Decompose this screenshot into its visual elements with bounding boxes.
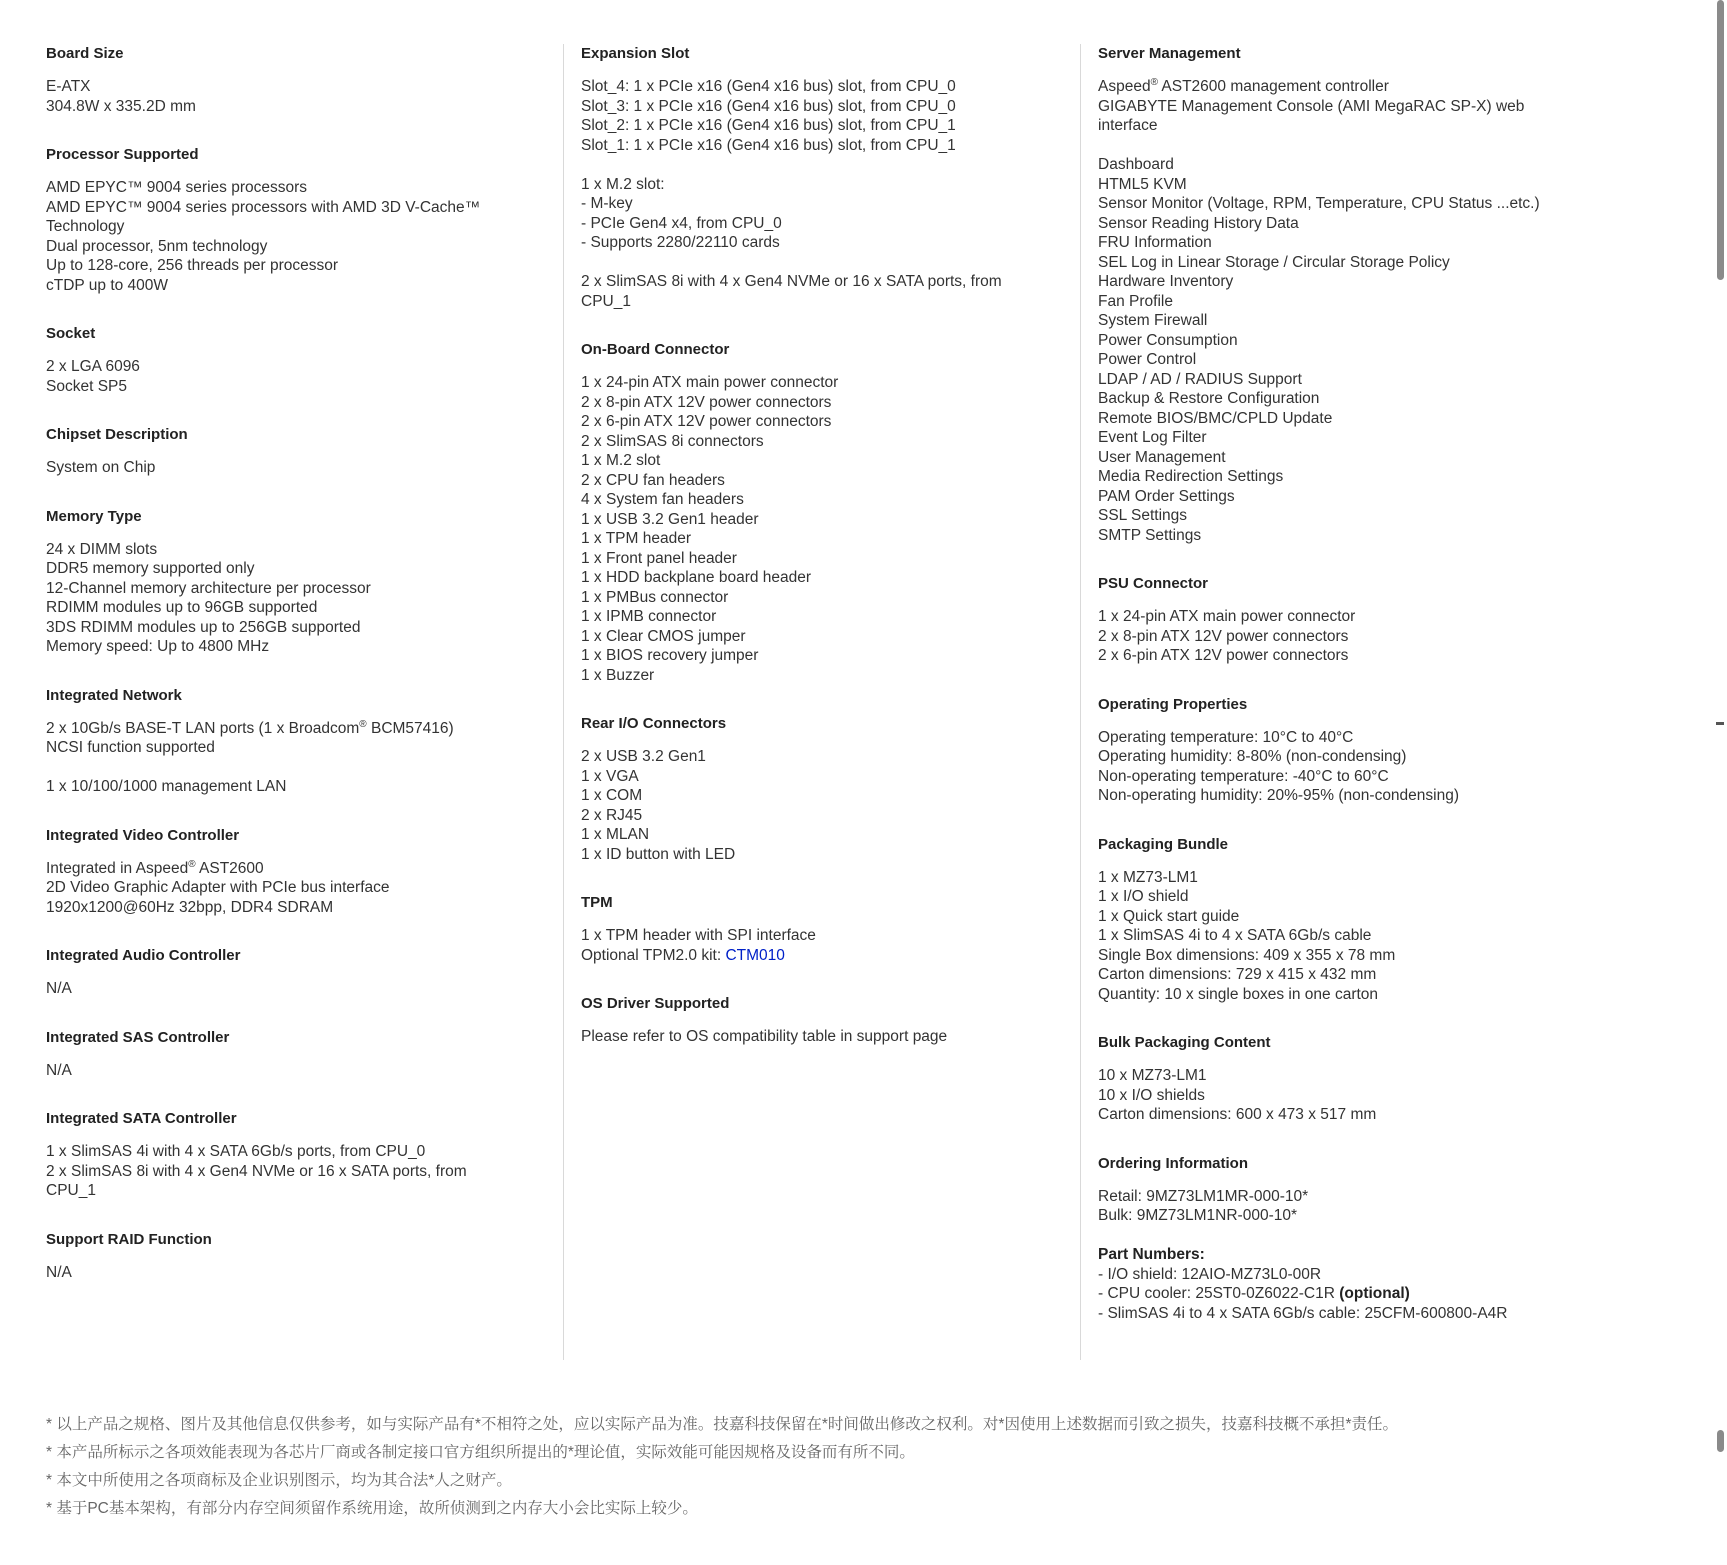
spec-line	[46, 859, 506, 879]
spec-line: N/A	[46, 1061, 72, 1079]
spec-line: Non-operating temperature: -40°C to 60°C	[1098, 767, 1389, 785]
spec-column-2	[563, 44, 1051, 1360]
spec-line: Technology	[46, 218, 125, 235]
spec-line: Carton dimensions: 729 x 415 x 432 mm	[1098, 966, 1377, 983]
spec-line: SSL Settings	[1098, 507, 1188, 524]
spec-raid-function	[46, 1230, 506, 1283]
spec-text: AST2600	[195, 859, 264, 877]
spec-line: 1 x Clear CMOS jumper	[581, 627, 746, 645]
spec-line: NCSI function supported	[46, 739, 215, 756]
spec-processor-supported	[46, 145, 506, 295]
spec-line: Please refer to OS compatibility table in support page	[581, 1028, 948, 1045]
spec-line: 1 x SlimSAS 4i to 4 x SATA 6Gb/s cable	[1098, 927, 1372, 944]
spec-line: 1 x MLAN	[581, 826, 650, 843]
spec-line: N/A	[46, 1263, 72, 1281]
spec-line: 2 x RJ45	[581, 806, 643, 824]
spec-line: 2 x SlimSAS 8i connectors	[581, 432, 764, 450]
disclaimer-note: * 基于PC基本架构，有部分内存空间须留作系统用途，故所侦测到之内存大小会比实际上较少。	[46, 1500, 698, 1517]
spec-line: 2 x 6-pin ATX 12V power connectors	[1098, 647, 1349, 664]
spec-spacer	[581, 155, 1051, 175]
spec-bulk-packaging	[1098, 1033, 1598, 1125]
spec-line: N/A	[46, 980, 72, 997]
spec-title: Expansion Slot	[581, 45, 690, 62]
spec-title: OS Driver Supported	[581, 995, 730, 1012]
spec-line: Event Log Filter	[1098, 429, 1207, 446]
spec-server-management	[1098, 44, 1598, 545]
spec-line: DDR5 memory supported only	[46, 560, 255, 577]
spec-line: 1 x ID button with LED	[581, 845, 736, 863]
spec-line: LDAP / AD / RADIUS Support	[1098, 370, 1302, 388]
spec-line: 1 x 24-pin ATX main power connector	[1098, 608, 1356, 625]
spec-line: 1 x IPMB connector	[581, 608, 717, 625]
spec-text: 2 x 10Gb/s BASE-T LAN ports (1 x Broadcom	[46, 719, 360, 737]
spec-line: Retail: 9MZ73LM1MR-000-10*	[1098, 1187, 1309, 1205]
spec-line: 1 x Buzzer	[581, 666, 655, 684]
spec-line: Single Box dimensions: 409 x 355 x 78 mm	[1098, 946, 1396, 964]
spec-integrated-video	[46, 826, 506, 918]
optional-label: (optional)	[1339, 1285, 1410, 1302]
spec-line: - PCIe Gen4 x4, from CPU_0	[581, 214, 782, 232]
spec-line: Socket SP5	[46, 377, 127, 395]
spec-line	[1098, 1245, 1598, 1265]
spec-title: On-Board Connector	[581, 341, 730, 358]
spec-line: Dual processor, 5nm technology	[46, 237, 268, 255]
spec-line: AMD EPYC™ 9004 series processors with AMD 3D V-Cache™	[46, 198, 481, 216]
spec-spacer	[581, 253, 1051, 273]
spec-line: Media Redirection Settings	[1098, 468, 1284, 485]
spec-column-1	[46, 44, 506, 1360]
spec-psu-connector	[1098, 574, 1598, 666]
spec-line: - I/O shield: 12AIO-MZ73L0-00R	[1098, 1265, 1322, 1283]
disclaimer-note: * 以上产品之规格、图片及其他信息仅供参考，如与实际产品有*不相符之处，应以实际产品为准。技嘉科技保留在*时间做出修改之权利。对*因使用上述数据而引致之损失，技嘉科技概不承担*责任。	[46, 1416, 1398, 1433]
spec-line: Slot_3: 1 x PCIe x16 (Gen4 x16 bus) slot, from CPU_0	[581, 97, 956, 115]
spec-line: 2 x 8-pin ATX 12V power connectors	[1098, 627, 1349, 645]
spec-title: Processor Supported	[46, 146, 199, 163]
registered-mark: ®	[1150, 76, 1158, 88]
spec-chipset	[46, 425, 506, 478]
spec-title: Integrated Audio Controller	[46, 947, 241, 964]
spec-line: 1 x 24-pin ATX main power connector	[581, 374, 839, 391]
spec-line: 1 x TPM header	[581, 530, 691, 547]
spec-line: Power Control	[1098, 351, 1197, 368]
spec-line: Carton dimensions: 600 x 473 x 517 mm	[1098, 1106, 1377, 1123]
spec-line: AMD EPYC™ 9004 series processors	[46, 179, 308, 196]
spec-line: 3DS RDIMM modules up to 256GB supported	[46, 618, 361, 636]
page-scrollbar[interactable]	[1713, 0, 1727, 1565]
spec-line: RDIMM modules up to 96GB supported	[46, 599, 318, 616]
spec-line: 304.8W x 335.2D mm	[46, 97, 196, 115]
spec-line: 2 x CPU fan headers	[581, 471, 725, 489]
spec-title: Operating Properties	[1098, 695, 1248, 713]
spec-title: Rear I/O Connectors	[581, 715, 727, 732]
spec-line: 1 x M.2 slot	[581, 452, 661, 469]
disclaimer-note: * 本产品所标示之各项效能表现为各芯片厂商或各制定接口官方组织所提出的*理论值，实际效能可能因规格及设备而有所不同。	[46, 1444, 915, 1461]
spec-line: 1 x 10/100/1000 management LAN	[46, 778, 287, 795]
spec-line: Bulk: 9MZ73LM1NR-000-10*	[1098, 1207, 1298, 1224]
spec-onboard-connector	[581, 340, 1051, 685]
spec-title: Support RAID Function	[46, 1230, 212, 1248]
spec-line: User Management	[1098, 448, 1226, 466]
spec-line: E-ATX	[46, 78, 91, 95]
spec-line: System Firewall	[1098, 312, 1208, 329]
spec-line: Non-operating humidity: 20%-95% (non-condensing)	[1098, 787, 1460, 804]
spec-line: System on Chip	[46, 459, 156, 476]
spec-line: 12-Channel memory architecture per processor	[46, 579, 371, 597]
spec-line: 1 x USB 3.2 Gen1 header	[581, 510, 759, 528]
spec-line: 10 x MZ73-LM1	[1098, 1067, 1207, 1084]
spec-line: 1920x1200@60Hz 32bpp, DDR4 SDRAM	[46, 898, 334, 916]
spec-integrated-network	[46, 686, 506, 797]
spec-line: 1 x M.2 slot:	[581, 175, 665, 193]
spec-board-size	[46, 44, 506, 116]
spec-title: TPM	[581, 894, 613, 911]
spec-line	[581, 946, 1051, 966]
spec-line: cTDP up to 400W	[46, 276, 169, 294]
spec-line: 1 x VGA	[581, 767, 639, 785]
registered-mark: ®	[359, 718, 367, 730]
spec-line: 4 x System fan headers	[581, 491, 744, 508]
spec-line: 1 x BIOS recovery jumper	[581, 647, 759, 664]
spec-title: Integrated Network	[46, 686, 182, 704]
spec-line: Dashboard	[1098, 156, 1174, 173]
spec-line: Sensor Monitor (Voltage, RPM, Temperature, CPU Status ...etc.)	[1098, 195, 1540, 212]
spec-integrated-sata	[46, 1109, 506, 1201]
spec-line: CPU_1	[581, 292, 631, 310]
spec-line: 24 x DIMM slots	[46, 540, 158, 558]
spec-title: Server Management	[1098, 45, 1241, 62]
spec-title: Memory Type	[46, 507, 142, 525]
spec-line: - SlimSAS 4i to 4 x SATA 6Gb/s cable: 25CFM-600800-A4R	[1098, 1304, 1508, 1322]
spec-line: Slot_2: 1 x PCIe x16 (Gen4 x16 bus) slot, from CPU_1	[581, 117, 956, 134]
scrollbar-thumb-secondary[interactable]	[1717, 1430, 1724, 1452]
spec-title: Chipset Description	[46, 426, 188, 443]
spec-integrated-sas	[46, 1028, 506, 1081]
spec-line: PAM Order Settings	[1098, 487, 1235, 505]
spec-title: Ordering Information	[1098, 1154, 1248, 1172]
spec-packaging-bundle	[1098, 835, 1598, 1005]
spec-rear-io	[581, 714, 1051, 864]
spec-line: - M-key	[581, 195, 633, 212]
spec-line: GIGABYTE Management Console (AMI MegaRAC SP-X) web	[1098, 97, 1525, 115]
spec-line: 2 x 8-pin ATX 12V power connectors	[581, 393, 832, 411]
spec-text: - CPU cooler: 25ST0-0Z6022-C1R	[1098, 1285, 1340, 1302]
spec-line: Operating humidity: 8-80% (non-condensing)	[1098, 748, 1407, 765]
spec-title: Socket	[46, 325, 96, 342]
spec-line: 2 x SlimSAS 8i with 4 x Gen4 NVMe or 16 x SATA ports, from	[581, 273, 1002, 290]
spec-line: Quantity: 10 x single boxes in one carton	[1098, 985, 1379, 1003]
spec-line: 1 x MZ73-LM1	[1098, 868, 1198, 886]
spec-text: Optional TPM2.0 kit:	[581, 946, 726, 964]
spec-line: Fan Profile	[1098, 292, 1173, 310]
spec-line: interface	[1098, 117, 1158, 134]
spec-spacer	[46, 758, 506, 778]
spec-title: Board Size	[46, 45, 124, 62]
spec-text: Integrated in Aspeed	[46, 859, 189, 877]
spec-line: 2 x SlimSAS 8i with 4 x Gen4 NVMe or 16 x SATA ports, from	[46, 1162, 467, 1180]
spec-line: Operating temperature: 10°C to 40°C	[1098, 728, 1354, 746]
spec-line: 1 x I/O shield	[1098, 888, 1189, 905]
spec-line: Hardware Inventory	[1098, 273, 1234, 290]
spec-integrated-audio	[46, 946, 506, 999]
spec-line: 1 x SlimSAS 4i with 4 x SATA 6Gb/s ports, from CPU_0	[46, 1143, 426, 1160]
spec-line: Remote BIOS/BMC/CPLD Update	[1098, 409, 1333, 427]
spec-line: CPU_1	[46, 1182, 96, 1199]
spec-line: FRU Information	[1098, 234, 1212, 251]
spec-line: 2 x 6-pin ATX 12V power connectors	[581, 413, 832, 430]
spec-title: Packaging Bundle	[1098, 835, 1229, 853]
spec-line: 1 x COM	[581, 787, 643, 804]
spec-line: - Supports 2280/22110 cards	[581, 234, 780, 251]
spec-line: Slot_4: 1 x PCIe x16 (Gen4 x16 bus) slot, from CPU_0	[581, 78, 956, 95]
spec-expansion-slot	[581, 44, 1051, 311]
spec-title: Integrated SAS Controller	[46, 1028, 230, 1046]
spec-title: Integrated SATA Controller	[46, 1110, 237, 1127]
spec-spacer	[1098, 1226, 1598, 1246]
disclaimer-note: * 本文中所使用之各项商标及企业识别图示，均为其合法*人之财产。	[46, 1472, 512, 1489]
spec-line: 1 x PMBus connector	[581, 588, 729, 606]
spec-line: 2D Video Graphic Adapter with PCIe bus interface	[46, 879, 390, 896]
spec-line	[1098, 77, 1598, 97]
spec-line: Slot_1: 1 x PCIe x16 (Gen4 x16 bus) slot, from CPU_1	[581, 136, 956, 154]
spec-line: HTML5 KVM	[1098, 175, 1187, 193]
spec-line: 1 x Quick start guide	[1098, 907, 1240, 925]
spec-line: 1 x TPM header with SPI interface	[581, 927, 816, 944]
spec-line: Sensor Reading History Data	[1098, 214, 1299, 232]
part-numbers-label: Part Numbers:	[1098, 1246, 1205, 1263]
spec-line: SEL Log in Linear Storage / Circular Storage Policy	[1098, 253, 1450, 271]
spec-os-driver	[581, 994, 1051, 1047]
spec-line: 1 x HDD backplane board header	[581, 569, 812, 586]
spec-line: SMTP Settings	[1098, 526, 1202, 544]
spec-line: 2 x LGA 6096	[46, 358, 140, 375]
spec-title: Bulk Packaging Content	[1098, 1034, 1271, 1051]
spec-line: 10 x I/O shields	[1098, 1086, 1205, 1104]
spec-tpm	[581, 893, 1051, 965]
spec-column-3	[1080, 44, 1598, 1360]
spec-line: 2 x USB 3.2 Gen1	[581, 748, 706, 765]
spec-line: Up to 128-core, 256 threads per processor	[46, 257, 339, 274]
spec-spacer	[1098, 136, 1598, 156]
spec-line	[46, 719, 506, 739]
scrollbar-thumb[interactable]	[1717, 0, 1724, 280]
scroll-position-marker	[1716, 722, 1724, 725]
spec-title: Integrated Video Controller	[46, 826, 240, 844]
spec-socket	[46, 324, 506, 396]
ctm010-link[interactable]: CTM010	[725, 946, 785, 964]
spec-line: 1 x Front panel header	[581, 549, 737, 567]
registered-mark: ®	[188, 858, 196, 870]
spec-columns	[46, 44, 1616, 1360]
spec-text: AST2600 management controller	[1157, 78, 1389, 95]
spec-line: Backup & Restore Configuration	[1098, 390, 1320, 407]
spec-text: BCM57416)	[366, 719, 454, 737]
spec-line: Power Consumption	[1098, 331, 1238, 349]
spec-memory-type	[46, 507, 506, 657]
spec-ordering-information	[1098, 1154, 1598, 1324]
spec-operating-properties	[1098, 695, 1598, 806]
spec-title: PSU Connector	[1098, 575, 1209, 592]
disclaimer-notes	[46, 1411, 1606, 1523]
spec-line: Memory speed: Up to 4800 MHz	[46, 638, 270, 655]
spec-line	[1098, 1284, 1598, 1304]
spec-text: Aspeed	[1098, 78, 1151, 95]
